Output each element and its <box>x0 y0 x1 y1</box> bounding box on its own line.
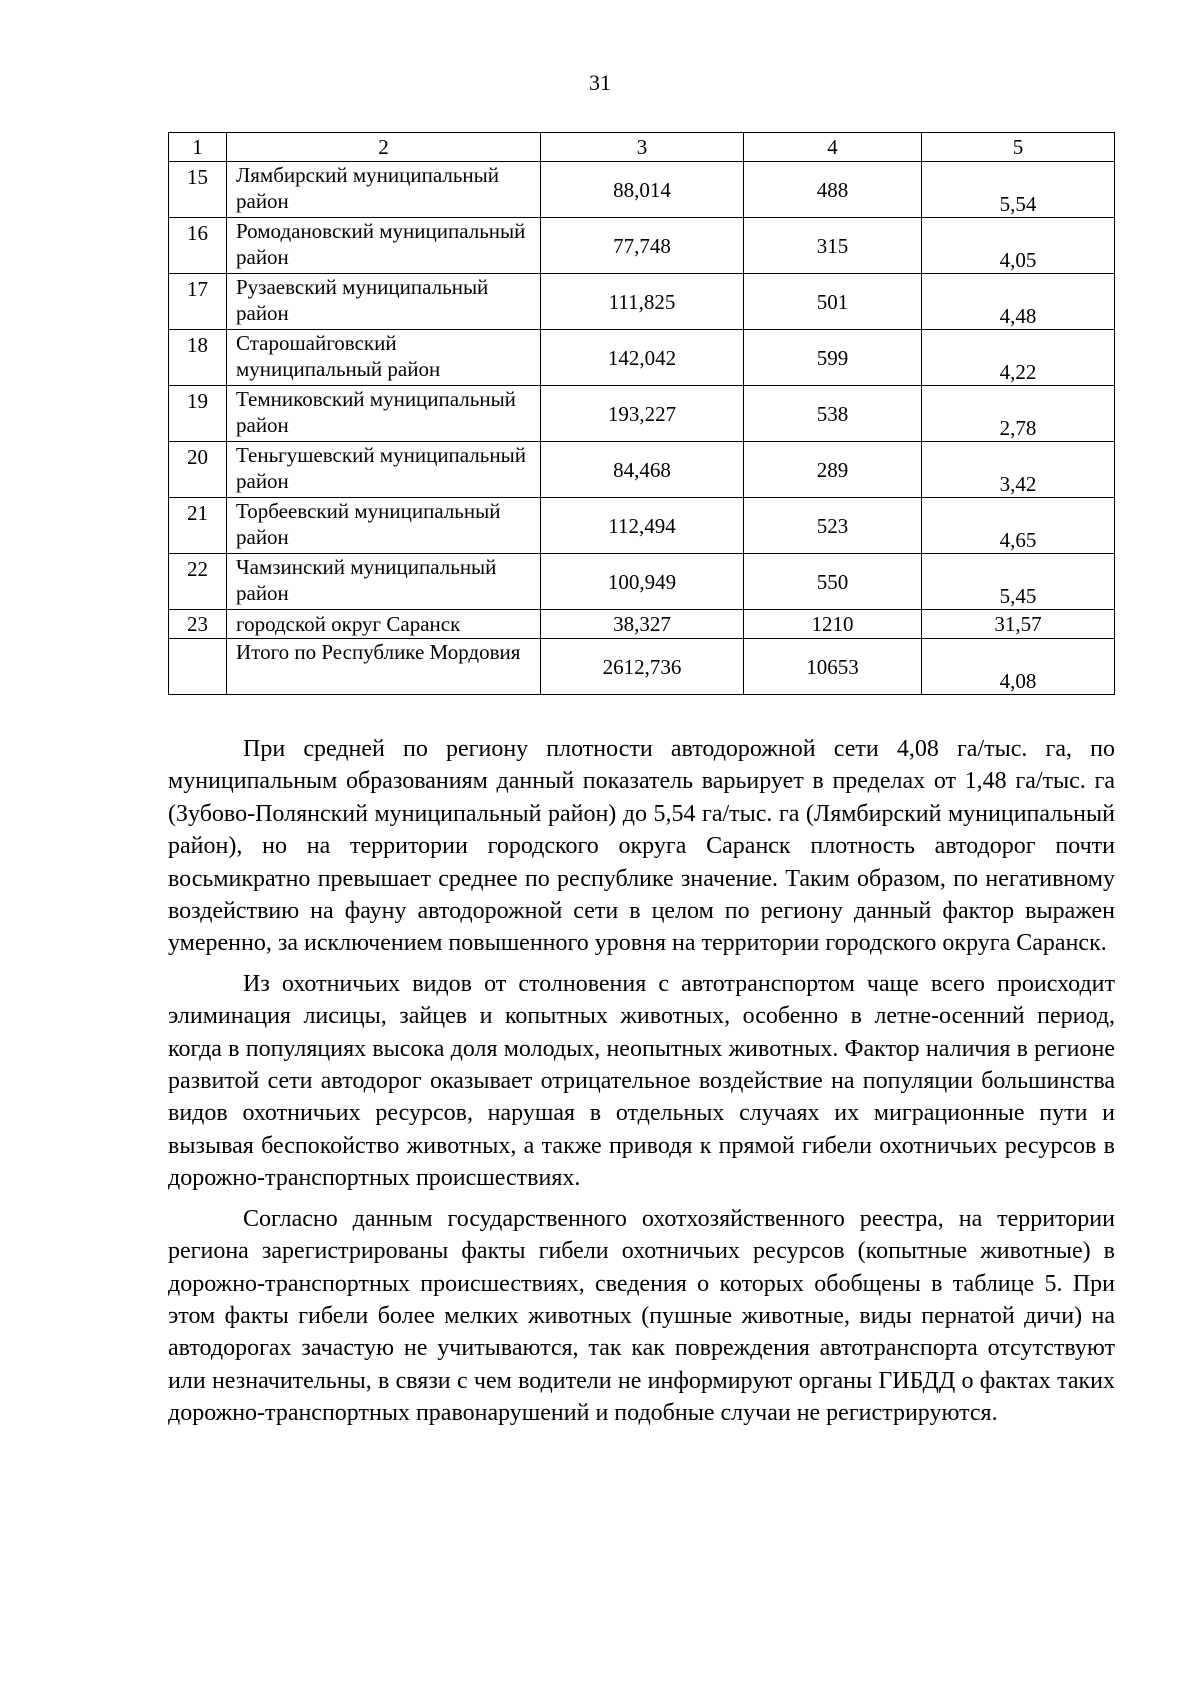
road-length-cell: 10653 <box>744 639 922 695</box>
row-number-cell <box>169 639 227 695</box>
area-cell: 2612,736 <box>541 639 744 695</box>
header-cell: 2 <box>227 133 541 162</box>
row-number-cell: 23 <box>169 610 227 639</box>
area-cell: 88,014 <box>541 162 744 218</box>
row-number-cell: 21 <box>169 498 227 554</box>
header-cell: 3 <box>541 133 744 162</box>
district-name-cell: Торбеевский муниципальный район <box>227 498 541 554</box>
area-cell: 193,227 <box>541 386 744 442</box>
area-cell: 100,949 <box>541 554 744 610</box>
district-name-cell: Рузаевский муниципальный район <box>227 274 541 330</box>
road-density-cell: 4,22 <box>922 330 1115 386</box>
row-number-cell: 19 <box>169 386 227 442</box>
table-row <box>169 274 1115 330</box>
row-number-cell: 17 <box>169 274 227 330</box>
area-cell: 77,748 <box>541 218 744 274</box>
header-cell: 4 <box>744 133 922 162</box>
road-length-cell: 289 <box>744 442 922 498</box>
table-row <box>169 330 1115 386</box>
table-row <box>169 442 1115 498</box>
area-cell: 142,042 <box>541 330 744 386</box>
paragraph-species-collisions: Из охотничьих видов от столновения с автотранспортом чаще всего происходит элиминация лисицы, зайцев и копытных животных, особенно в летне-осенний период, когда в популяциях высока доля молодых, неопытных животных. Фактор наличия в регионе развитой сети автодорог оказывает отрицательное воздействие на популяции большинства видов охотничьих ресурсов, нарушая в отдельных случаях их миграционные пути и вызывая беспокойство животных, а также приводя к прямой гибели охотничьих ресурсов в дорожно-транспортных происшествиях. <box>168 970 1115 1192</box>
table-row <box>169 386 1115 442</box>
road-density-cell: 4,65 <box>922 498 1115 554</box>
road-length-cell: 315 <box>744 218 922 274</box>
road-density-cell: 2,78 <box>922 386 1115 442</box>
district-name-cell: Итого по Республике Мордовия <box>227 639 541 695</box>
table-row <box>169 639 1115 695</box>
road-density-cell: 3,42 <box>922 442 1115 498</box>
road-length-cell: 599 <box>744 330 922 386</box>
table-row <box>169 162 1115 218</box>
table-header-row <box>169 133 1115 162</box>
road-length-cell: 1210 <box>744 610 922 639</box>
road-density-cell: 5,45 <box>922 554 1115 610</box>
area-cell: 111,825 <box>541 274 744 330</box>
header-cell: 1 <box>169 133 227 162</box>
road-density-table <box>168 132 1115 695</box>
table-row <box>169 218 1115 274</box>
road-length-cell: 488 <box>744 162 922 218</box>
road-density-cell: 5,54 <box>922 162 1115 218</box>
district-name-cell: Старошайговский муниципальный район <box>227 330 541 386</box>
table-row <box>169 498 1115 554</box>
page-number: 31 <box>589 70 611 95</box>
road-length-cell: 538 <box>744 386 922 442</box>
paragraph-road-density: При средней по региону плотности автодорожной сети 4,08 га/тыс. га, по муниципальным образованиям данный показатель варьирует в пределах от 1,48 га/тыс. га (Зубово-Полянский муниципальный район) до 5,54 га/тыс. га (Лямбирский муниципальный район), но на территории городского округа Саранск плотность автодорог почти восьмикратно превышает среднее по республике значение. Таким образом, по негативному воздействию на фауну автодорожной сети в целом по региону данный фактор выражен умеренно, за исключением повышенного уровня на территории городского округа Саранск. <box>168 736 1115 957</box>
district-name-cell: Лямбирский муниципальный район <box>227 162 541 218</box>
header-cell: 5 <box>922 133 1115 162</box>
district-name-cell: городской округ Саранск <box>227 610 541 639</box>
row-number-cell: 20 <box>169 442 227 498</box>
row-number-cell: 18 <box>169 330 227 386</box>
district-name-cell: Чамзинский муниципальный район <box>227 554 541 610</box>
row-number-cell: 22 <box>169 554 227 610</box>
road-density-cell: 31,57 <box>922 610 1115 639</box>
road-density-cell: 4,08 <box>922 639 1115 695</box>
area-cell: 112,494 <box>541 498 744 554</box>
row-number-cell: 16 <box>169 218 227 274</box>
road-length-cell: 523 <box>744 498 922 554</box>
area-cell: 84,468 <box>541 442 744 498</box>
row-number-cell: 15 <box>169 162 227 218</box>
paragraph-registry-data: Согласно данным государственного охотхозяйственного реестра, на территории региона зарегистрированы факты гибели охотничьих ресурсов (копытные животные) в дорожно-транспортных происшествиях, сведения о которых обобщены в таблице 5. При этом факты гибели более мелких животных (пушные животные, виды пернатой дичи) на автодорогах зачастую не учитываются, так как повреждения автотранспорта отсутствуют или незначительны, в связи с чем водители не информируют органы ГИБДД о фактах таких дорожно-транспортных правонарушений и подобные случаи не регистрируются. <box>168 1205 1115 1427</box>
district-name-cell: Ромодановский муниципальный район <box>227 218 541 274</box>
district-name-cell: Теньгушевский муниципальный район <box>227 442 541 498</box>
area-cell: 38,327 <box>541 610 744 639</box>
road-density-cell: 4,05 <box>922 218 1115 274</box>
road-density-cell: 4,48 <box>922 274 1115 330</box>
road-length-cell: 550 <box>744 554 922 610</box>
body-text <box>168 733 1115 1438</box>
table-row <box>169 554 1115 610</box>
district-name-cell: Темниковский муниципальный район <box>227 386 541 442</box>
table-row <box>169 610 1115 639</box>
road-length-cell: 501 <box>744 274 922 330</box>
